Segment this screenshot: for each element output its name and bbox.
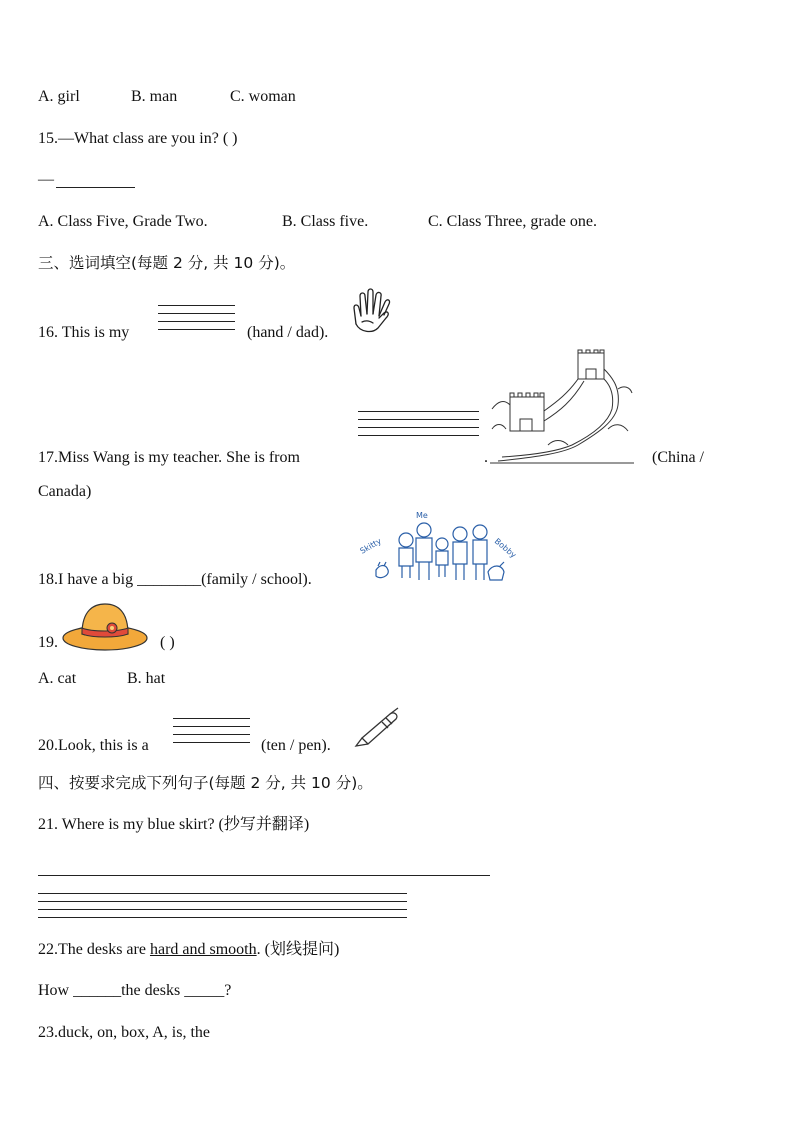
q21-text: 21. Where is my blue skirt? (抄写并翻译) (38, 816, 310, 833)
q15-answer-dash: — (38, 171, 54, 188)
q20-prefix: 20.Look, this is a (38, 737, 149, 754)
q20-writing-lines[interactable] (173, 718, 250, 750)
great-wall-picture (488, 349, 636, 465)
q19-option-b: B. hat (127, 670, 166, 687)
q18-blank[interactable]: ________ (137, 571, 202, 588)
q22-blank-1[interactable]: ______ (73, 982, 122, 999)
q22-line1 (38, 940, 339, 960)
q19-answer-paren[interactable]: ( ) (160, 634, 175, 651)
hat-picture (62, 600, 148, 656)
q17-writing-lines[interactable] (358, 411, 479, 443)
q18-choices: (family / school). (201, 571, 312, 588)
q22-how: How (38, 982, 70, 999)
q22-end: ? (224, 982, 232, 999)
q15-answer-line (56, 187, 135, 188)
section-4-heading: 四、按要求完成下列句子(每题 2 分, 共 10 分)。 (38, 774, 373, 792)
q15-option-c: C. Class Three, grade one. (428, 213, 597, 230)
q17-choices-part2: Canada) (38, 483, 92, 500)
q20-choices: (ten / pen). (261, 737, 331, 754)
q23-text: 23.duck, on, box, A, is, the (38, 1024, 210, 1041)
q22-line2 (38, 981, 231, 1001)
q16-writing-lines[interactable] (158, 305, 235, 337)
q15-question: 15.—What class are you in? ( ) (38, 130, 238, 147)
q19-number: 19. (38, 634, 58, 651)
pen-icon (352, 708, 402, 748)
q14-option-c: C. woman (230, 88, 296, 105)
q19-option-a: A. cat (38, 670, 77, 687)
q22-prefix: 22.The desks are (38, 941, 146, 958)
family-label-skitty: Skitty (358, 536, 383, 556)
q18-prefix: 18.I have a big (38, 571, 134, 588)
family-label-me: Me (416, 511, 428, 520)
q18-line (38, 570, 312, 590)
q17-choices-part1: (China / (652, 449, 704, 466)
q17-period: . (484, 449, 488, 466)
family-label-bobby: Bobby (492, 536, 518, 560)
q22-suffix: . (划线提问) (256, 941, 340, 958)
q14-option-b: B. man (131, 88, 178, 105)
q15-option-a: A. Class Five, Grade Two. (38, 213, 208, 230)
q17-prefix: 17.Miss Wang is my teacher. She is from (38, 449, 300, 466)
q21-answer-line[interactable] (38, 875, 490, 876)
q15-option-b: B. Class five. (282, 213, 369, 230)
q22-mid: the desks (121, 982, 181, 999)
q22-blank-2[interactable]: _____ (184, 982, 225, 999)
q22-underlined: hard and smooth (149, 941, 257, 958)
hand-icon (350, 288, 396, 334)
family-picture (358, 511, 520, 586)
q16-choices: (hand / dad). (247, 324, 329, 341)
q14-option-a: A. girl (38, 88, 80, 105)
q16-prefix: 16. This is my (38, 324, 130, 341)
section-3-heading: 三、选词填空(每题 2 分, 共 10 分)。 (38, 254, 296, 272)
q21-writing-lines[interactable] (38, 893, 407, 925)
